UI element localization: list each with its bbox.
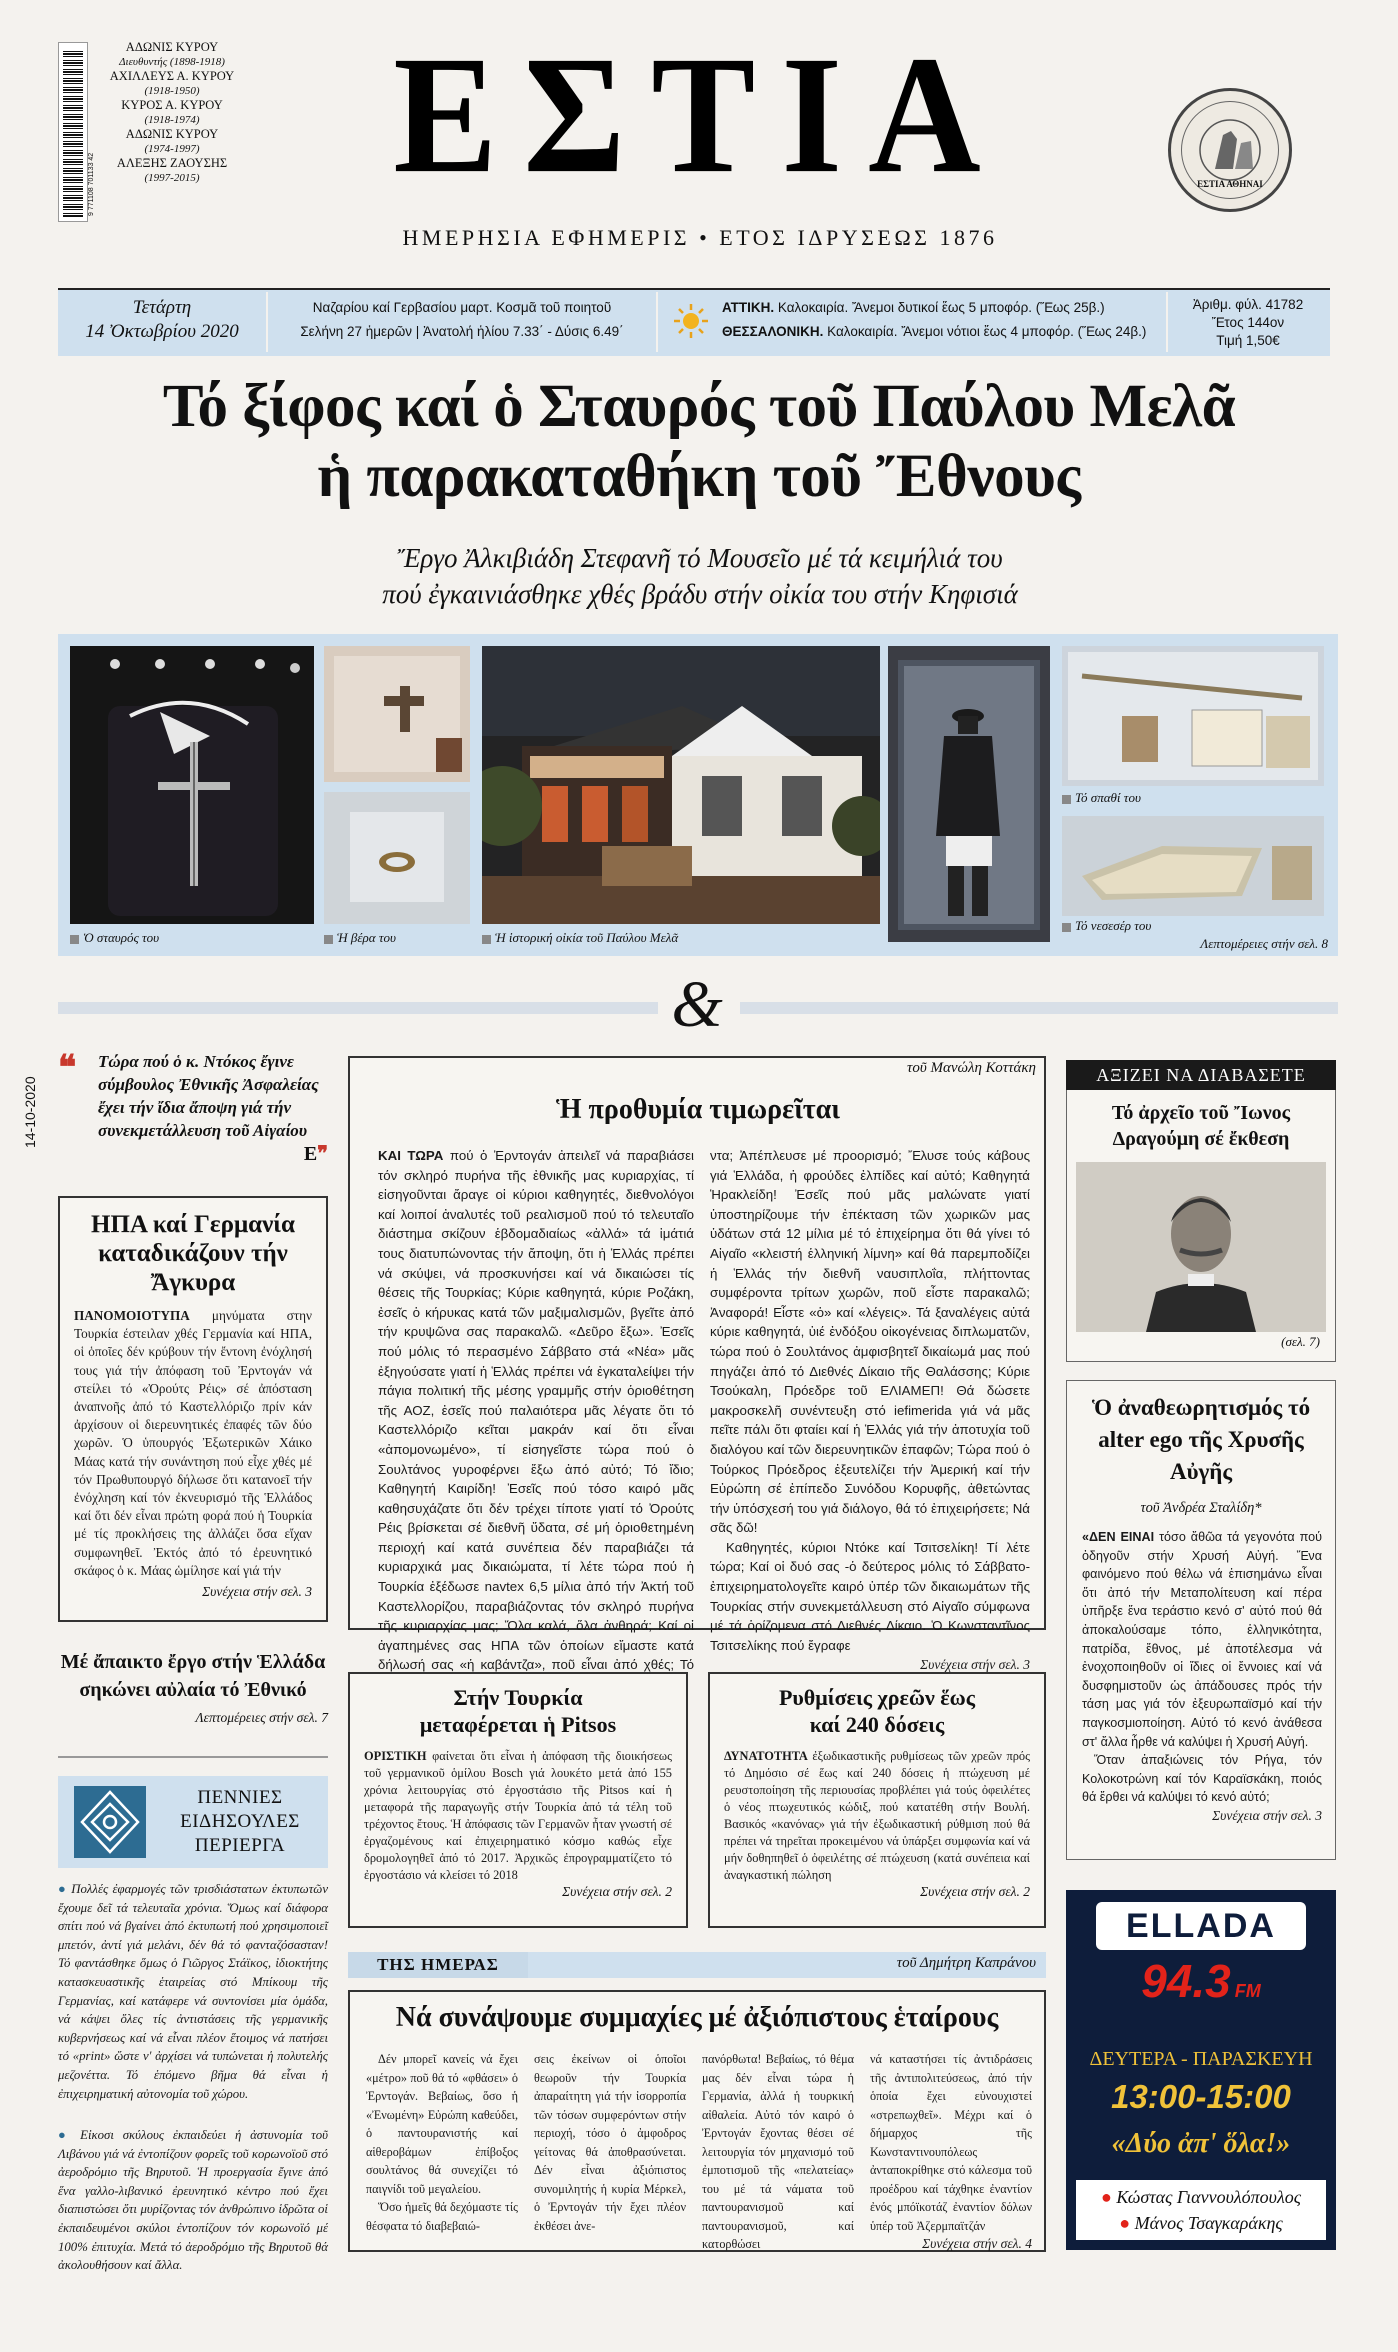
info-weather: ΑΤΤΙΚΗ. Καλοκαιρία. Ἄνεμοι δυτικοί ἕως 5 μποφόρ. (Ἕως 25β.) ΘΕΣΣΑΛΟΝΙΚΗ. Καλοκαιρία. Ἄνεμοι νότιοι ἕως 4 μποφόρ. (Ἕως 24β.) <box>722 300 1147 339</box>
side-date: 14-10-2020 <box>22 1076 38 1148</box>
pitsos-continued: Συνέχεια στήν σελ. 2 <box>562 1884 672 1899</box>
pitsos-body: ΟΡΙΣΤΙΚΗ φαίνεται ὅτι εἶναι ἡ ἀπόφαση τῆς διοικήσεως τοῦ γερμανικοῦ ὁμίλου Bosch γιά λουκέτο μετά ἀπό 155 χρόνια λειτουργίας στό ἐργοστάσιο τῆς Pitsos καί ἡ μεταφορά τῆς παραγωγῆς στήν Τουρκία ἀπό τά τέλη τοῦ τρέχοντος ἔτους. Ἡ ἀπόφασις τῶν Γερμανῶν ἦταν γνωστή σέ ἐργαζομένους καί ἐπιχειρηματικό κόσμο καθώς εἶχε δρομολογηθεῖ ἀπό τό 2017. Ἀρχικῶς ἐπρογραμματίζετο τό ἐργοστάσιο νά κλείσει τό 2018 <box>364 1749 672 1882</box>
photo-ring-1 <box>324 646 470 782</box>
host-bullet-icon: ● <box>1119 2213 1131 2233</box>
founder-3: ΚΥΡΟΣ Α. ΚΥΡΟΥ (1918-1974) <box>121 98 223 126</box>
lead-headline: Τό ξίφος καί ὁ Σταυρός τοῦ Παύλου Μελᾶ ἡ παρακαταθήκη τοῦ Ἔθνους <box>162 373 1236 510</box>
editorial-headline: Ἡ προθυμία τιμωρεῖται <box>556 1094 840 1125</box>
quote-text: Τώρα πού ὁ κ. Ντόκος ἔγινε σύμβουλος Ἐθνικῆς Ἀσφαλείας ἔχει τήν ἴδια ἄποψη γιά τήν συνεκμετάλλευση τοῦ Αἰγαίου <box>98 1052 319 1140</box>
editorial-col-2: ντα; Ἀπέπλευσε μέ προορισμό; Ἔλυσε τούς κάβους γιά Ἑλλάδα, ἡ φρούδες ἐλπίδες καί αὐτό; Καθηγητά Ἡρακλείδη! Ἐσεῖς πού μᾶς μαλώνατε γιατί ὑποστηρίζουμε τήν ἐπέκταση τῶν χωρικῶν μας ὑδάτων στά 12 μίλια μέ τό ἐπιχείρημα ὅτι θά γίνει τό Αἰγαῖο «κλειστή ἑλληνική λίμνη» καί θά παρεμποδίζει ἡ Ἑλλάς τήν διεθνῆ ναυσιπλοΐα, πλήττοντας συμφέροντα τρίτων χωρῶν, ποῦ εἶστε παρακαλῶ; Ἀναφορά! Εἶστε «ὁ» καί «λέγεις». Τά ξαναλέγεις αὐτά κύριε καθηγητά, ὑιέ ἐνδόξου οἰκογένειας διπλωματῶν, τώρα πού ὁ Σουλτάνος ἀμφισβητεῖ δικαίωμά μας πού πηγάζει ἀπό τό Διεθνές Δίκαιο τῆς Θαλάσσης; Κύριε Τσούκαλη, Πρόεδρε τοῦ ΕΛΙΑΜΕΠ! Θά δώσετε μακροσκελῆ συνέντευξη στό iefimerida γιά νά μᾶς πεῖτε πάλι ὅτι φταίει καί ἡ Ἑλλάς γιά τήν ἀποτυχία τοῦ διαλόγου καί τῶν διερευνητικῶν ἐπαφῶν; Τώρα πού ὁ Τούρκος Πρόεδρος ἐξευτελίζει τήν Ἀμερική καί τήν Εὐρώπη σέ ἐπίπεδο Συνόδου Κορυφῆς, ἀθετώντας τήν ὑπόσχεσή του γιά διάλογο, θά τό ἐπιχειρήσετε; Νά σᾶς δῶ! Καθηγητές, κύριοι Ντόκε καί Τσιτσελίκη! Τί λέτε τώρα; Καί οἱ δυό σας -ὁ δεύτερος μόλις τό Σάββατο- ἐπιχειρηματολογεῖτε καιρό ὑπέρ τῶν δικαιωμάτων τῆς Τουρκίας στήν συνεκμετάλλευση στό Αἰγαῖο σύμφωνα μέ τά ὁρίζομενα στό Διεθνές Δίκαιο. Ὁ Κωνσταντῖνος Τσιτσελίκης πού ἔγραφε Συνέχεια στήν σελ. 3 <box>710 1146 1030 1675</box>
radio-show: «Δύο ἀπ' ὅλα!» <box>1111 2128 1291 2159</box>
usa-body: ΠΑΝΟΜΟΙΟΤΥΠΑ μηνύματα στην Τουρκία έστειλαν χθές Γερμανία καί ΗΠΑ, οἱ ὁποῖες δέν κρύβουν τήν ἔντονη ἐνόχλησή τους γιά τήν ἀπόφαση τοῦ Ἐρντογάν νά στείλει τό «Ὀρούτς Ρέις» σέ ἀπόσταση ἀναπνοῆς ἀπό τό Καστελλόριζο πρίν κάν ἀρχίσουν οἱ διερευνητικές ἐπαφές τῶν δύο χωρῶν. Ὁ ὑπουργός Ἐξωτερικῶν Χάικο Μάας κατά τήν συνάντηση πού εἶχε χθές μέ τόν Πρωθυπουργό δήλωσε ὅτι κατανοεῖ τήν ἐνόχληση καί τόν ἐκνευρισμό τῆς Ἑλλάδος καί ὅτι δέν εἶναι πρώτη φορά πού ἡ Τουρκία μέ τίς προκλήσεις της ἀλλάζει ὅσα εἴχαν συμφωνηθεῖ. Ἐκτός ἀπό τό ἐρευνητικό σκάφος ὁ κ. Μάας ὡμίλησε καί γιά τήν <box>74 1308 312 1578</box>
national-continued: Λεπτομέρειες στήν σελ. 7 <box>195 1710 328 1725</box>
bullet-icon: ● <box>58 1882 67 1896</box>
usa-continued: Συνέχεια στήν σελ. 3 <box>202 1584 312 1600</box>
editorial-col-1: ΚΑΙ ΤΩΡΑ πού ὁ Ἐρντογάν ἀπειλεῖ νά παραβιάσει τόν σκληρό πυρήνα τῆς ἐθνικῆς μας κυριαρχίας, τί εἰσηγοῦνται ἄραγε οἱ κύριοι καθηγητές, διεθνολόγοι καί λοιποί ἀναλυτές τοῦ ρεαλισμοῦ πού τό τελευταῖο διάστημα σκίζουν ἑβδομαδιαίως «ἀλλά» τά ἱμάτιά τους διατυπώνοντας τήν ἄποψη, ὅτι ἡ Ἑλλάς πρέπει νά σκύψει, νά προσκυνήσει καί νά δικαιώσει τίς θέσεις τῆς Τουρκίας; Κύριε καθηγητά, κύριε Ροζάκη, ἐσεῖς ὁ κήρυκας κατά τῶν μαξιμαλισμῶν, βγεῖτε ἀπό τήν κρυψῶνα σας παρακαλῶ. «Δεῦρο ἔξω». Ἐσεῖς πού μόλις τό περασμένο Σάββατο στά «Νέα» μᾶς ἐξηγούσατε γιατί ἡ Ἑλλάς πρέπει νά ἐγκαταλείψει τήν πάγια πολιτική τῆς μέσης γραμμῆς στήν ὁριοθέτηση τῆς ΑΟΖ, ἐσεῖς πού παλαιότερα μᾶς λέγατε ὅτι τό Καστελλόριζο κεῖται μακράν καί ὅτι εἶναι «ἀπομονωμένο», τί εἰσηγεῖστε τώρα πού ὁ Σουλτάνος γυροφέρνει ἔξω ἀπό αὐτό; Τό ἴδιο; Καθηγητή Καιρίδη! Ἐσεῖς πού τόσο καιρό μᾶς καθησυχάζατε ὅτι δέν τρέχει τίποτε γιατί τό Ὀρούτς Ρέις βρίσκεται σέ διεθνῆ ὕδατα, σέ μή ὁριοθετημένη περιοχή καί κατά συνέπεια δέν παραβιάζει τά κυριαρχικά μας δικαιώματα, τί λέτε τώρα πού ἡ Τουρκία ἐξέδωσε navtex 6,5 μίλια ἀπό τήν Ἀκτή τοῦ Καστελλορίζου, παραβιάζοντας τόν σκληρό πυρήνα τῆς κυριαρχίας μας; Ὅλα καλά, ὅλα ἀνθηρά; Καί οἱ ἀγαπημένες σας ΗΠΑ τῶν ὁποίων εἴμαστε κατά δήλωσή σας «ἡ καβάντζα», ποῦ εἶναι ἀπό χθές; Τό <box>378 1148 694 1673</box>
photo-uniform <box>888 646 1050 942</box>
day-author: τοῦ Δημήτρη Καπράνου <box>896 1955 1036 1971</box>
national-story <box>58 1648 328 1726</box>
caption-cross: Ὁ σταυρός του <box>70 930 159 946</box>
briefs-title: ΠΕΝΝΙΕΣ ΕΙΔΗΣΟΥΛΕΣ ΠΕΡΙΕΡΓΑ <box>180 1787 300 1856</box>
masthead-subtitle: ΗΜΕΡΗΣΙΑ ΕΦΗΜΕΡΙΣ • ΕΤΟΣ ΙΔΡΥΣΕΩΣ 1876 <box>402 225 998 250</box>
day-col-3: πανόρθωτα! Βεβαίως, τό θέμα μας δέν εἶναι τώρα ἡ Γερμανία, ἀλλά ἡ τουρκική αἰθαλεία. Αὐτό τόν καιρό ὁ Ἐρντογάν ἔχοντας θέσει σέ λειτουργία τόν μηχανισμό τοῦ ἐμποτισμοῦ τῆς «πελατείας» του μέ τά νάματα τοῦ παντουρανισμοῦ καί παντουρανισμοῦ, καί κατορθώσει <box>702 2052 854 2251</box>
founder-5: ΑΛΕΞΗΣ ΖΑΟΥΣΗΣ (1997-2015) <box>116 156 228 184</box>
open-quote-icon: ❝ <box>58 1050 77 1087</box>
archive-headline: Τό ἀρχεῖο τοῦ Ἴωνος Δραγούμη σέ ἔκθεση <box>1111 1102 1291 1150</box>
usa-headline: ΗΠΑ καί Γερμανία καταδικάζουν τήν Ἄγκυρα <box>91 1211 295 1296</box>
brief-item-2: ● Εἰκοσι σκύλους ἐκπαιδεύει ἡ ἀστυνομία τοῦ Λιβάνου γιά νά ἐντοπίζουν φορεῖς τοῦ κορωνοϊοῦ στό ἀεροδρόμιο τῆς Βηρυτοῦ. Ἡ προεργασία ἔγινε ἀπό ἕνα γαλλο-λιβανικό ἐρευνητικό κέντρο πού ἔχει διαπιστώσει ὅτι μυρίζοντας τόν ἀνθρώπινο ἱδρῶτα οἱ ἐκπαιδευμένοι σκύλοι ἐντοπίζουν τόν κορωνοϊό μέ 100% ἐπιτυχία. Μετά τό ἀεροδρόμιο τῆς Βηρυτοῦ θά ἀκολουθήσουν καί ἄλλα. <box>58 2128 328 2273</box>
info-issue: Ἀριθμ. φύλ. 41782 Ἔτος 144ον Τιμή 1,50€ <box>1192 297 1304 348</box>
seal-text: ΕΣΤΙΑ ΑΘΗΝΑΙ <box>1197 179 1263 189</box>
caption-details: Λεπτομέρειες στήν σελ. 8 <box>1200 936 1328 951</box>
archive-continued: (σελ. 7) <box>1281 1334 1320 1349</box>
bullet-icon: ● <box>58 2128 72 2142</box>
day-col-4: νά καταστήσει τίς ἀντιδράσεις τῆς ἀντιπολιτεύσεως, ἀπό τήν ὁποία ἔχει εὐνουχιστεί «στρεπωχθεῖ». Μέχρι καί ὁ δήμαρχος τῆς Κωνσταντινουπόλεως ἀνταποκρίθηκε στό κάλεσμα τοῦ προέδρου καί τάχθηκε ἐναντίον ἐνός μπόϊκοτάζ ἐναντίον δόλων ὑπέρ τοῦ Ἀζερμπαϊτζάν Συνέχεια στήν σελ. 4 <box>870 2050 1032 2254</box>
quote-box <box>58 1050 328 1166</box>
founder-2: ΑΧΙΛΛΕΥΣ Α. ΚΥΡΟΥ (1918-1950) <box>109 69 235 97</box>
caption-case: Τό νεσεσέρ του <box>1062 918 1151 934</box>
founder-1: ΑΔΩΝΙΣ ΚΥΡΟΥ Διευθυντής (1898-1918) <box>119 40 225 68</box>
debts-box <box>708 1672 1046 1928</box>
photo-dragoumis <box>1076 1162 1326 1332</box>
info-date: Τετάρτη 14 Ὀκτωβρίου 2020 <box>85 297 239 342</box>
radio-time: 13:00-15:00 <box>1111 2078 1291 2115</box>
national-headline: Μέ ἄπαικτο ἔργο στήν Ἑλλάδα σηκώνει αὐλαία τό Ἐθνικό <box>60 1651 326 1701</box>
radio-frequency: 94.3 FM <box>1141 1955 1261 2007</box>
editorial-author: τοῦ Μανώλη Κοττάκη <box>906 1060 1036 1076</box>
brief-item-1: ● Πολλές ἐφαρμογές τῶν τρισδιάστατων ἐκτυπωτῶν ἔχουμε δεῖ τά τελευταῖα χρόνια. Ὅμως καί διάφορα σπίτι πού νά βγαίνει ἀπό ἐκτυπωτή πού χρησιμοποιεῖ μπετόν, ἀντί γιά μελάνι, δέν θά τό φανταζόσασταν! Τό φαντάσθηκε ὅμως ὁ Γιῶργος Στάϊκος, ἰδιοκτήτης κατασκευαστικῆς ἑταιρείας στό Μπίκουμ τῆς Γερμανίας, καί κατάφερε νά συντονίσει μία ὁμάδα, νά κάψει ὅλες τίς ἀντιστάσεις τῆς γερμανικῆς κυβερνήσεως καί νά εἶναι πλέον ἕτοιμος νά πατήσει τό «print» ὥστε ν' ἀρχίσει νά τυπώνεται ἡ πολυτελής μεζονέττα. Τό ἑπόμενο βῆμα θά εἶναι ἡ ἐπιχειρηματική αὐτονομία τοῦ χώρου. <box>58 1882 328 2101</box>
worth-label: ΑΞΙΖΕΙ ΝΑ ΔΙΑΒΑΣΕΤΕ <box>1066 1060 1336 1090</box>
briefs-ornament-icon <box>70 1782 150 1862</box>
pitsos-headline: Στήν Τουρκία μεταφέρεται ἡ Pitsos <box>419 1685 617 1737</box>
info-calendar: Ναζαρίου καί Γερβασίου μαρτ. Κοσμᾶ τοῦ ποιητοῦ Σελήνη 27 ἡμερῶν | Ἀνατολή ἡλίου 7.33΄ - Δύσις 6.49΄ <box>300 300 624 339</box>
close-quote-icon: ❞ <box>317 1143 328 1165</box>
caption-house: Ἡ ἱστορική οἰκία τοῦ Παύλου Μελᾶ <box>482 930 678 946</box>
caption-sword: Τό σπαθί του <box>1062 790 1141 806</box>
photo-sword <box>1062 646 1324 786</box>
radio-hosts: ● Κώστας Γιαννουλόπουλος ● Μάνος Τσαγκαράκης <box>1100 2187 1302 2233</box>
sun-icon <box>672 302 710 340</box>
debts-headline: Ρυθμίσεις χρεῶν ἕως καί 240 δόσεις <box>778 1685 976 1737</box>
revision-author: τοῦ Ἀνδρέα Σταλίδη* <box>1140 1500 1262 1516</box>
barcode-number: 9 771108 701133 42 <box>88 152 95 216</box>
masthead-title: ΕΣΤΙΑ <box>393 21 1007 208</box>
separator-bar-left <box>58 1002 658 1014</box>
photo-house <box>482 646 880 924</box>
debts-body: ΔΥΝΑΤΟΤΗΤΑ ἐξωδικαστικῆς ρυθμίσεως τῶν χρεῶν πρός τό Δημόσιο σέ ἕως καί 240 δόσεις ἡ πτώχευση μέ ρευστοποίηση τῆς περιουσίας προβλέπει γιά τούς ὀφειλέτες ὁ νέος πτωχευτικός κώδιξ, πού κατατέθη στήν Βουλή. Βασικός «κανόνας» γιά τήν ἐξωδικαστική ρύθμιση πού θά πρέπει νά τηρεῖται προκειμένου νά ὑπάρξει συμφωνία καί νά μήν δοθηπηθεῖ ὁ ὀφειλέτης σέ πτώχευση (κατά συνέπεια καί ἀναγκαστική πώληση <box>724 1749 1030 1882</box>
day-label: ΤΗΣ ΗΜΕΡΑΣ <box>348 1952 528 1978</box>
separator-bar-right <box>740 1002 1338 1014</box>
pitsos-box <box>348 1672 688 1928</box>
barcode <box>58 42 88 222</box>
usa-box <box>58 1196 328 1622</box>
host-bullet-icon: ● <box>1100 2187 1112 2207</box>
quote-mark: Ε <box>303 1143 318 1165</box>
lead-deck: Ἔργο Ἀλκιβιάδη Στεφανῆ τό Μουσεῖο μέ τά κειμήλιά του πού ἐγκαινιάσθηκε χθές βράδυ στήν οἰκία του στήν Κηφισιά <box>382 543 1018 609</box>
separator-ampersand: & <box>671 968 723 1041</box>
radio-brand: ELLADA <box>1126 1907 1276 1945</box>
debts-continued: Συνέχεια στήν σελ. 2 <box>920 1884 1030 1899</box>
seal-logo <box>1168 88 1292 212</box>
photo-cross <box>70 646 314 924</box>
caption-ring: Ἡ βέρα του <box>324 930 396 946</box>
day-col-1: Δέν μπορεῖ κανείς νά ἔχει «μέτρο» ποῦ θά τό «φθάσει» ὁ Ἐρντογάν. Βεβαίως, ὅσο ἡ «Ἐνωμένη» Εὐρώπη καθεύδει, ὁ παντουρανιστής καί αἱθεροβάμων ἐπίβοξος σουλτάνος θά συνεχίζει τό παιγνίδι τοῦ μεγαλείου. Ὅσο ἡμεῖς θά δεχόμαστε τίς θέσφατα τό διαβεβαιώ- <box>366 2052 518 2233</box>
day-headline: Νά συνάψουμε συμμαχίες μέ ἀξιόπιστους ἑταίρους <box>395 2002 999 2033</box>
revision-headline: Ὁ ἀναθεωρητισμός τό alter ego τῆς Χρυσῆς Αὐγῆς <box>1091 1395 1311 1484</box>
founders-list <box>92 40 252 185</box>
photo-ring-2 <box>324 792 470 924</box>
revision-body: «ΔΕΝ ΕΙΝΑΙ τόσο ἄθῶα τά γεγονότα πού ὁδηγοῦν στήν Χρυσή Αὐγή. Ἕνα φαινόμενο πού θέλω νά ἐπισημάνω εἶναι ὅτι ἀπό τήν Μεταπολίτευση καί πέρα ὑπῆρξε ἕνα τεράστιο κενό σ' αὐτό πού θά ἀποκαλούσαμε τόπο, ἑλληνικότητα, πατρίδα, ἔθνος, μέ ἀποτέλεσμα νά ἐνοχοποιηθοῦν οἱ ἴδιες οἱ ἔννοιες καί νά δυσφημιστοῦν ὡς ἀπάδουσες πρός τήν τάση μας γιά τόν ἐξευρωπαϊσμό καί τήν παγκοσμιοποίηση. Αὐτό τό κενό ἀνάθεσα στ' ἄλλα ἦρθε νά καλύψει ἡ Χρυσή Αὐγή. Ὅταν ἀπαξιώνεις τόν Ρήγα, τόν Κολοκοτρώνη καί τόν Καραϊσκάκη, ποιός θά ἔρθει νά καλύψει τό κενό αὐτό; Συνέχεια στήν σελ. 3 <box>1082 1528 1322 1826</box>
founder-4: ΑΔΩΝΙΣ ΚΥΡΟΥ (1974-1997) <box>125 127 219 155</box>
revision-continued: Συνέχεια στήν σελ. 3 <box>1212 1807 1322 1823</box>
day-col-2: σεις ἐκείνων οἱ ὁποῖοι θεωροῦν τήν Τουρκία ἀπαραίτητη γιά τήν ἰσορροπία τῶν τόσων συμφερόντων στήν περιοχή, τόσο ὁ ἀμφοδρος γείτονας θά ἀποθρασύνεται. Δέν εἶναι ἀξιόπιστος συνομιλητής ἡ κυρία Μέρκελ, ὁ Ἐρντογάν τήν ἔχει πλέον ἐκθέσει ἀνε- <box>534 2052 686 2233</box>
radio-days: ΔΕΥΤΕΡΑ - ΠΑΡΑΣΚΕΥΗ <box>1089 2048 1313 2070</box>
editorial-continued: Συνέχεια στήν σελ. 3 <box>920 1657 1030 1673</box>
photo-case <box>1062 816 1324 916</box>
day-continued: Συνέχεια στήν σελ. 4 <box>922 2236 1032 2251</box>
